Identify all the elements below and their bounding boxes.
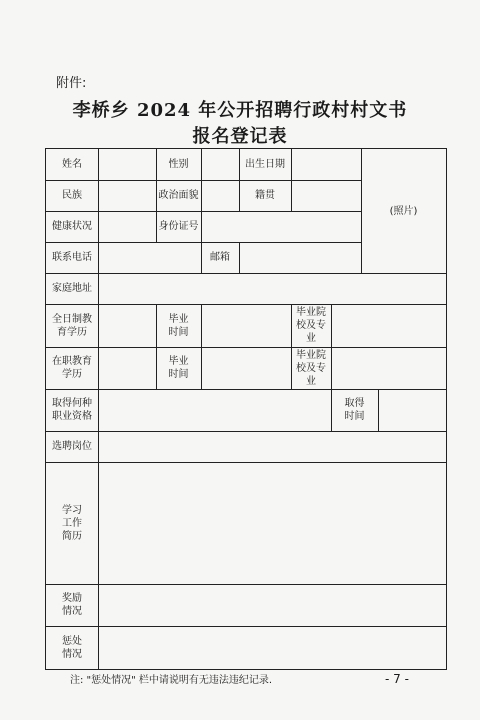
label-id-number: 身份证号: [158, 221, 199, 232]
label-ethnicity: 民族: [62, 190, 82, 201]
row-divider: [46, 626, 446, 627]
label-position: 选聘岗位: [52, 441, 92, 452]
page-number: - 7 -: [385, 672, 409, 686]
attachment-label: 附件:: [56, 76, 87, 91]
registration-form-table: [45, 148, 447, 670]
label-fulltime-education: 全日制教 育学历: [52, 313, 92, 338]
col-divider: [378, 389, 379, 431]
label-punishment: 惩处 情况: [62, 635, 82, 660]
label-gender: 性别: [168, 159, 189, 170]
label-graduation-time: 毕业 时间: [168, 356, 189, 380]
col-divider: [201, 304, 202, 389]
label-school-major: 毕业院 校及专 业: [296, 349, 326, 387]
label-native-place: 籍贯: [255, 190, 275, 201]
label-inservice-education: 在职教育 学历: [52, 356, 92, 380]
col-divider: [331, 304, 332, 389]
label-birth-date: 出生日期: [245, 159, 285, 170]
row-divider: [46, 431, 446, 432]
label-obtain-time: 取得 时间: [344, 398, 365, 422]
form-subtitle: 报名登记表: [192, 126, 288, 147]
label-phone: 联系电话: [52, 252, 92, 263]
label-graduation-time: 毕业 时间: [168, 313, 189, 338]
col-divider: [201, 149, 202, 211]
row-divider: [46, 584, 446, 585]
col-divider: [98, 149, 99, 669]
row-divider: [46, 462, 446, 463]
label-resume: 学习 工作 简历: [62, 504, 82, 542]
label-name: 姓名: [62, 159, 82, 170]
col-divider: [291, 149, 292, 211]
row-divider: [46, 347, 446, 348]
photo-placeholder: (照片): [389, 205, 418, 217]
label-qualification: 取得何种 职业资格: [52, 398, 92, 422]
label-email: 邮箱: [210, 252, 230, 263]
label-political-status: 政治面貌: [158, 190, 199, 201]
footnote: 注: "惩处情况" 栏中请说明有无违法违纪记录.: [70, 675, 273, 686]
col-divider: [239, 242, 240, 273]
row-divider: [46, 273, 446, 274]
label-school-major: 毕业院 校及专 业: [296, 307, 326, 344]
label-address: 家庭地址: [52, 283, 92, 294]
form-title: 李桥乡 2024 年公开招聘行政村村文书: [72, 100, 408, 121]
col-divider: [201, 211, 202, 242]
row-divider: [46, 304, 446, 305]
label-awards: 奖励 情况: [62, 593, 82, 617]
row-divider: [46, 389, 446, 390]
label-health: 健康状况: [52, 221, 92, 232]
